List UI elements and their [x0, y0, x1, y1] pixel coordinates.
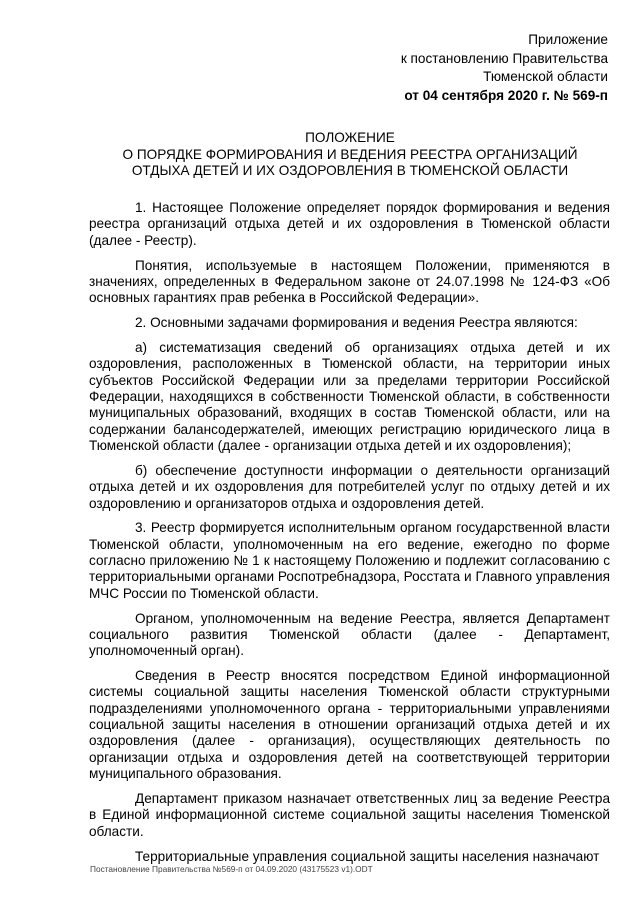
attachment-region: Тюменской области [483, 69, 608, 85]
body-paragraph: 3. Реестр формируется исполнительным органом государственной власти Тюменской области, уполномоченным на его ведение, ежегодно по форме согласно приложению № 1 к настоящему Положению и подлежит согласованию с территориальными органами Роспотребнадзора, Росстата и Главного управления МЧС России по Тюменской области. [89, 520, 610, 601]
attachment-resolution: к постановлению Правительства [400, 50, 608, 66]
body-paragraph: Департамент приказом назначает ответственных лиц за ведение Реестра в Единой информационной системе социальной защиты населения Тюменской области. [89, 791, 610, 839]
body-paragraph: 1. Настоящее Положение определяет порядок формирования и ведения реестра организаций отдыха детей и их оздоровления в Тюменской области (далее - Реестр). [89, 200, 610, 248]
attachment-label: Приложение [528, 32, 608, 47]
document-title [80, 130, 620, 180]
document-body [89, 200, 610, 873]
body-paragraph: 2. Основными задачами формирования и ведения Реестра являются: [135, 315, 578, 331]
body-paragraph: б) обеспечение доступности информации о деятельности организаций отдыха детей и их оздоровления для потребителей услуг по отдыху детей и их оздоровлению и организаторов отдыха и оздоровления детей. [89, 462, 610, 511]
body-paragraph: Органом, уполномоченным на ведение Реестра, является Департамент социального развития Тюменской области (далее - Департамент, уполномоченный орган). [89, 610, 610, 659]
document-footer: Постановление Правительства №569-п от 04.09.2020 (43175523 v1).ODT [90, 864, 373, 874]
attachment-date-number: от 04 сентября 2020 г. № 569-п [404, 88, 608, 104]
title-heading: ПОЛОЖЕНИЕ [305, 130, 395, 145]
title-subject-line-1: О ПОРЯДКЕ ФОРМИРОВАНИЯ И ВЕДЕНИЯ РЕЕСТРА ОРГАНИЗАЦИЙ [122, 146, 578, 162]
title-subject-line-2: ОТДЫХА ДЕТЕЙ И ИХ ОЗДОРОВЛЕНИЯ В ТЮМЕНСКОЙ ОБЛАСТИ [131, 163, 569, 179]
attachment-block [308, 31, 608, 106]
body-paragraph: Понятия, используемые в настоящем Положении, применяются в значениях, определенных в Федеральном законе от 24.07.1998 № 124-ФЗ «Об основных гарантиях прав ребенка в Российской Федерации». [89, 257, 610, 306]
body-paragraph: а) систематизация сведений об организациях отдыха детей и их оздоровления, расположенных в Тюменской области, на территории иных субъектов Российской Федерации или за пределами территории Российской Федерации, находящихся в собственности Тюменской области, в собственности муниципальных образований, входящих в состав Тюменской области, или на содержании балансодержателей, имеющих регистрацию юридического лица в Тюменской области (далее - организации отдыха детей и их оздоровления); [89, 339, 610, 453]
body-paragraph: Сведения в Реестр вносятся посредством Единой информационной системы социальной защиты населения Тюменской области структурными подразделениями уполномоченного органа - территориальными управлениями социальной защиты населения в отношении организаций отдыха детей и их оздоровления (далее - организация), осуществляющих деятельность по организации отдыха и оздоровления детей на соответствующей территории муниципального образования. [89, 668, 610, 782]
body-paragraph: Территориальные управления социальной защиты населения назначают [135, 848, 600, 864]
